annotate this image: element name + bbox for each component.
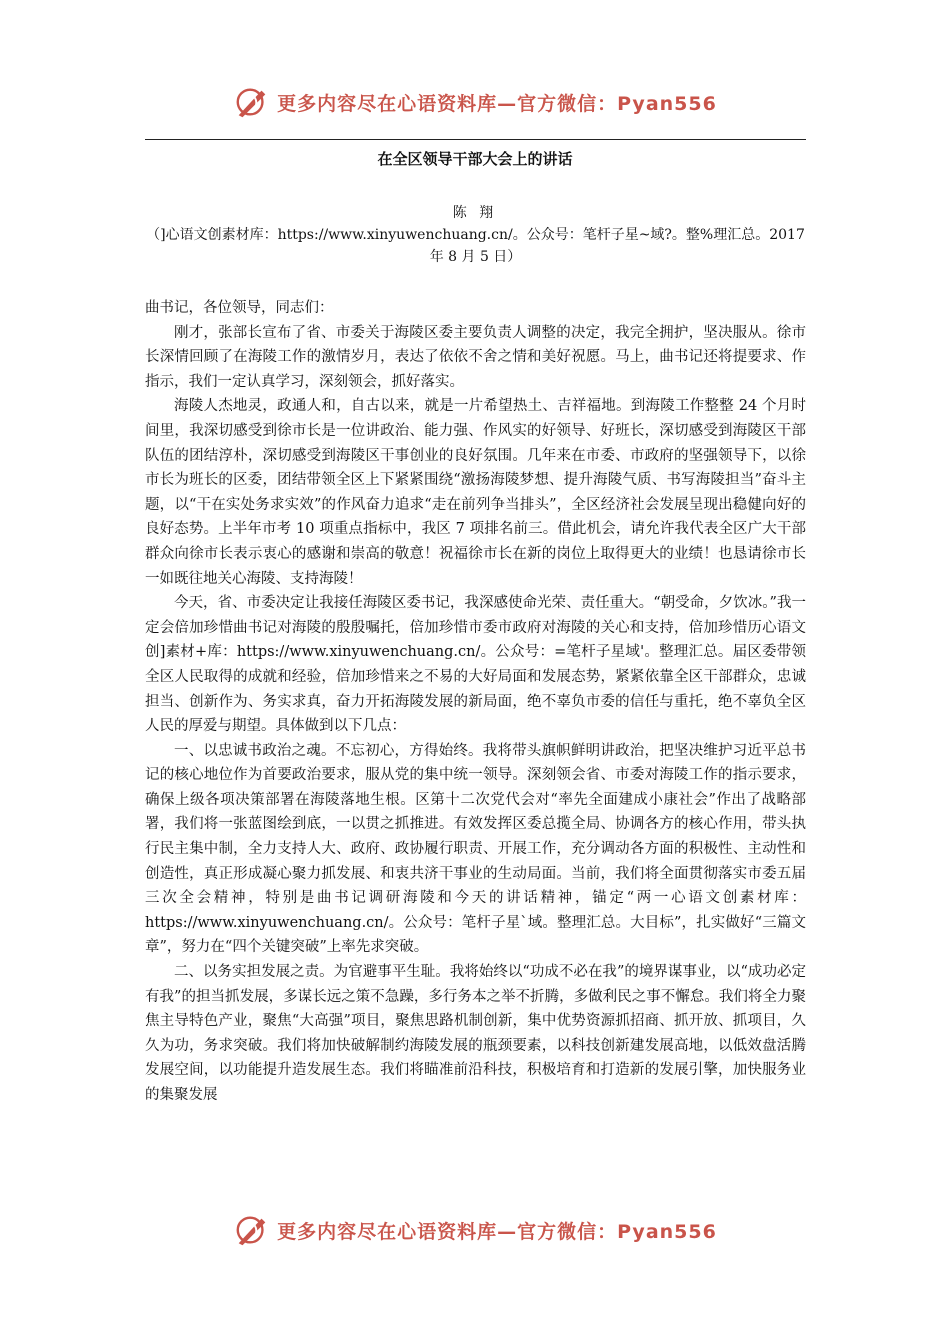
pen-logo-icon [233, 1211, 271, 1249]
document-title: 在全区领导干部大会上的讲话 [377, 150, 573, 168]
paragraph: 刚才，张部长宣布了省、市委关于海陵区委主要负责人调整的决定，我完全拥护，坚决服从。徐市长深情回顾了在海陵工作的激情岁月，表达了依依不舍之情和美好祝愿。马上，曲书记还将提要求、作指示，我们一定认真学习，深刻领会，抓好落实。 [145, 324, 806, 390]
paragraph: 二、以务实担发展之责。为官避事平生耻。我将始终以“功成不必在我”的境界谋事业，以“成功必定有我”的担当抓发展，多谋长远之策不急躁，多行务本之举不折腾，多做利民之事不懈怠。我们将全力聚焦主导特色产业，聚焦“大高强”项目，聚焦思路机制创新，集中优势资源抓招商、抓开放、抓项目，久久为功，务求突破。我们将加快破解制约海陵发展的瓶颈要素，以科技创新建发展高地，以低效盘活腾发展空间，以功能提升造发展生态。我们将瞄准前沿科技，积极培育和打造新的发展引擎，加快服务业的集聚发展 [145, 964, 806, 1103]
salutation: 曲书记，各位领导，同志们： [145, 300, 334, 316]
document-author: 陈 翔 [452, 205, 498, 221]
paragraph: 今天，省、市委决定让我接任海陵区委书记，我深感使命光荣、责任重大。“朝受命，夕饮冰。”我一定会倍加珍惜曲书记对海陵的殷殷嘱托，倍加珍惜市委市政府对海陵的关心和支持，倍加珍惜历心语文创]素材+库：https://www.xinyuwenchuang.cn/。公众号：=笔杆子星域'。整理汇总。届区委带领全区人民取得的成就和经验，倍加珍惜来之不易的大好局面和发展态势，紧紧依靠全区干部群众，忠诚担当、创新作为、务实求真，奋力开拓海陵发展的新局面，绝不辜负市委的信任与重托，绝不辜负全区人民的厚爱与期望。具体做到以下几点： [145, 595, 806, 735]
paragraph: 一、以忠诚书政治之魂。不忘初心，方得始终。我将带头旗帜鲜明讲政治，把坚决维护习近平总书记的核心地位作为首要政治要求，服从党的集中统一领导。深刻领会省、市委对海陵工作的指示要求，确保上级各项决策部署在海陵落地生根。区第十二次党代会对“率先全面建成小康社会”作出了战略部署，我们将一张蓝图绘到底，一以贯之抓推进。有效发挥区委总揽全局、协调各方的核心作用，带头执行民主集中制，全力支持人大、政府、政协履行职责、开展工作，充分调动各方面的积极性、主动性和创造性，真正形成凝心聚力抓发展、和衷共济干事业的生动局面。当前，我们将全面贯彻落实市委五届三次全会精神，特别是曲书记调研海陵和今天的讲话精神，锚定“两一心语文创素材库：https://www.xinyuwenchuang.cn/。公众号：笔杆子星`域。整理汇总。大目标”，扎实做好“三篇文章”，努力在“四个关键突破”上率先求突破。 [145, 742, 806, 956]
header-banner [0, 80, 950, 124]
document-source-note: （]心语文创素材库：https://www.xinyuwenchuang.cn/。公众号：笔杆子星~域?。整%理汇总。2017 年 8 月 5 日） [146, 227, 805, 265]
footer-banner-text: 更多内容尽在心语资料库—官方微信：Pyan556 [277, 1220, 717, 1243]
document-body [145, 296, 806, 1108]
header-banner-text: 更多内容尽在心语资料库—官方微信：Pyan556 [277, 92, 717, 115]
header-divider [145, 139, 806, 140]
paragraph: 海陵人杰地灵，政通人和，自古以来，就是一片希望热土、吉祥福地。到海陵工作整整 24 个月时间里，我深切感受到徐市长是一位讲政治、能力强、作风实的好领导、好班长，深切感受到海陵区干部队伍的团结淳朴，深切感受到海陵区干事创业的良好氛围。几年来在市委、市政府的坚强领导下，以徐市长为班长的区委，团结带领全区上下紧紧围绕“激扬海陵梦想、提升海陵气质、书写海陵担当”奋斗主题，以“干在实处务求实效”的作风奋力追求“走在前列争当排头”，全区经济社会发展呈现出稳健向好的良好态势。上半年市考 10 项重点指标中，我区 7 项排名前三。借此机会，请允许我代表全区广大干部群众向徐市长表示衷心的感谢和崇高的敬意！祝福徐市长在新的岗位上取得更大的业绩！也恳请徐市长一如既往地关心海陵、支持海陵！ [145, 398, 806, 587]
pen-logo-icon [233, 83, 271, 121]
footer-banner [0, 1208, 950, 1252]
